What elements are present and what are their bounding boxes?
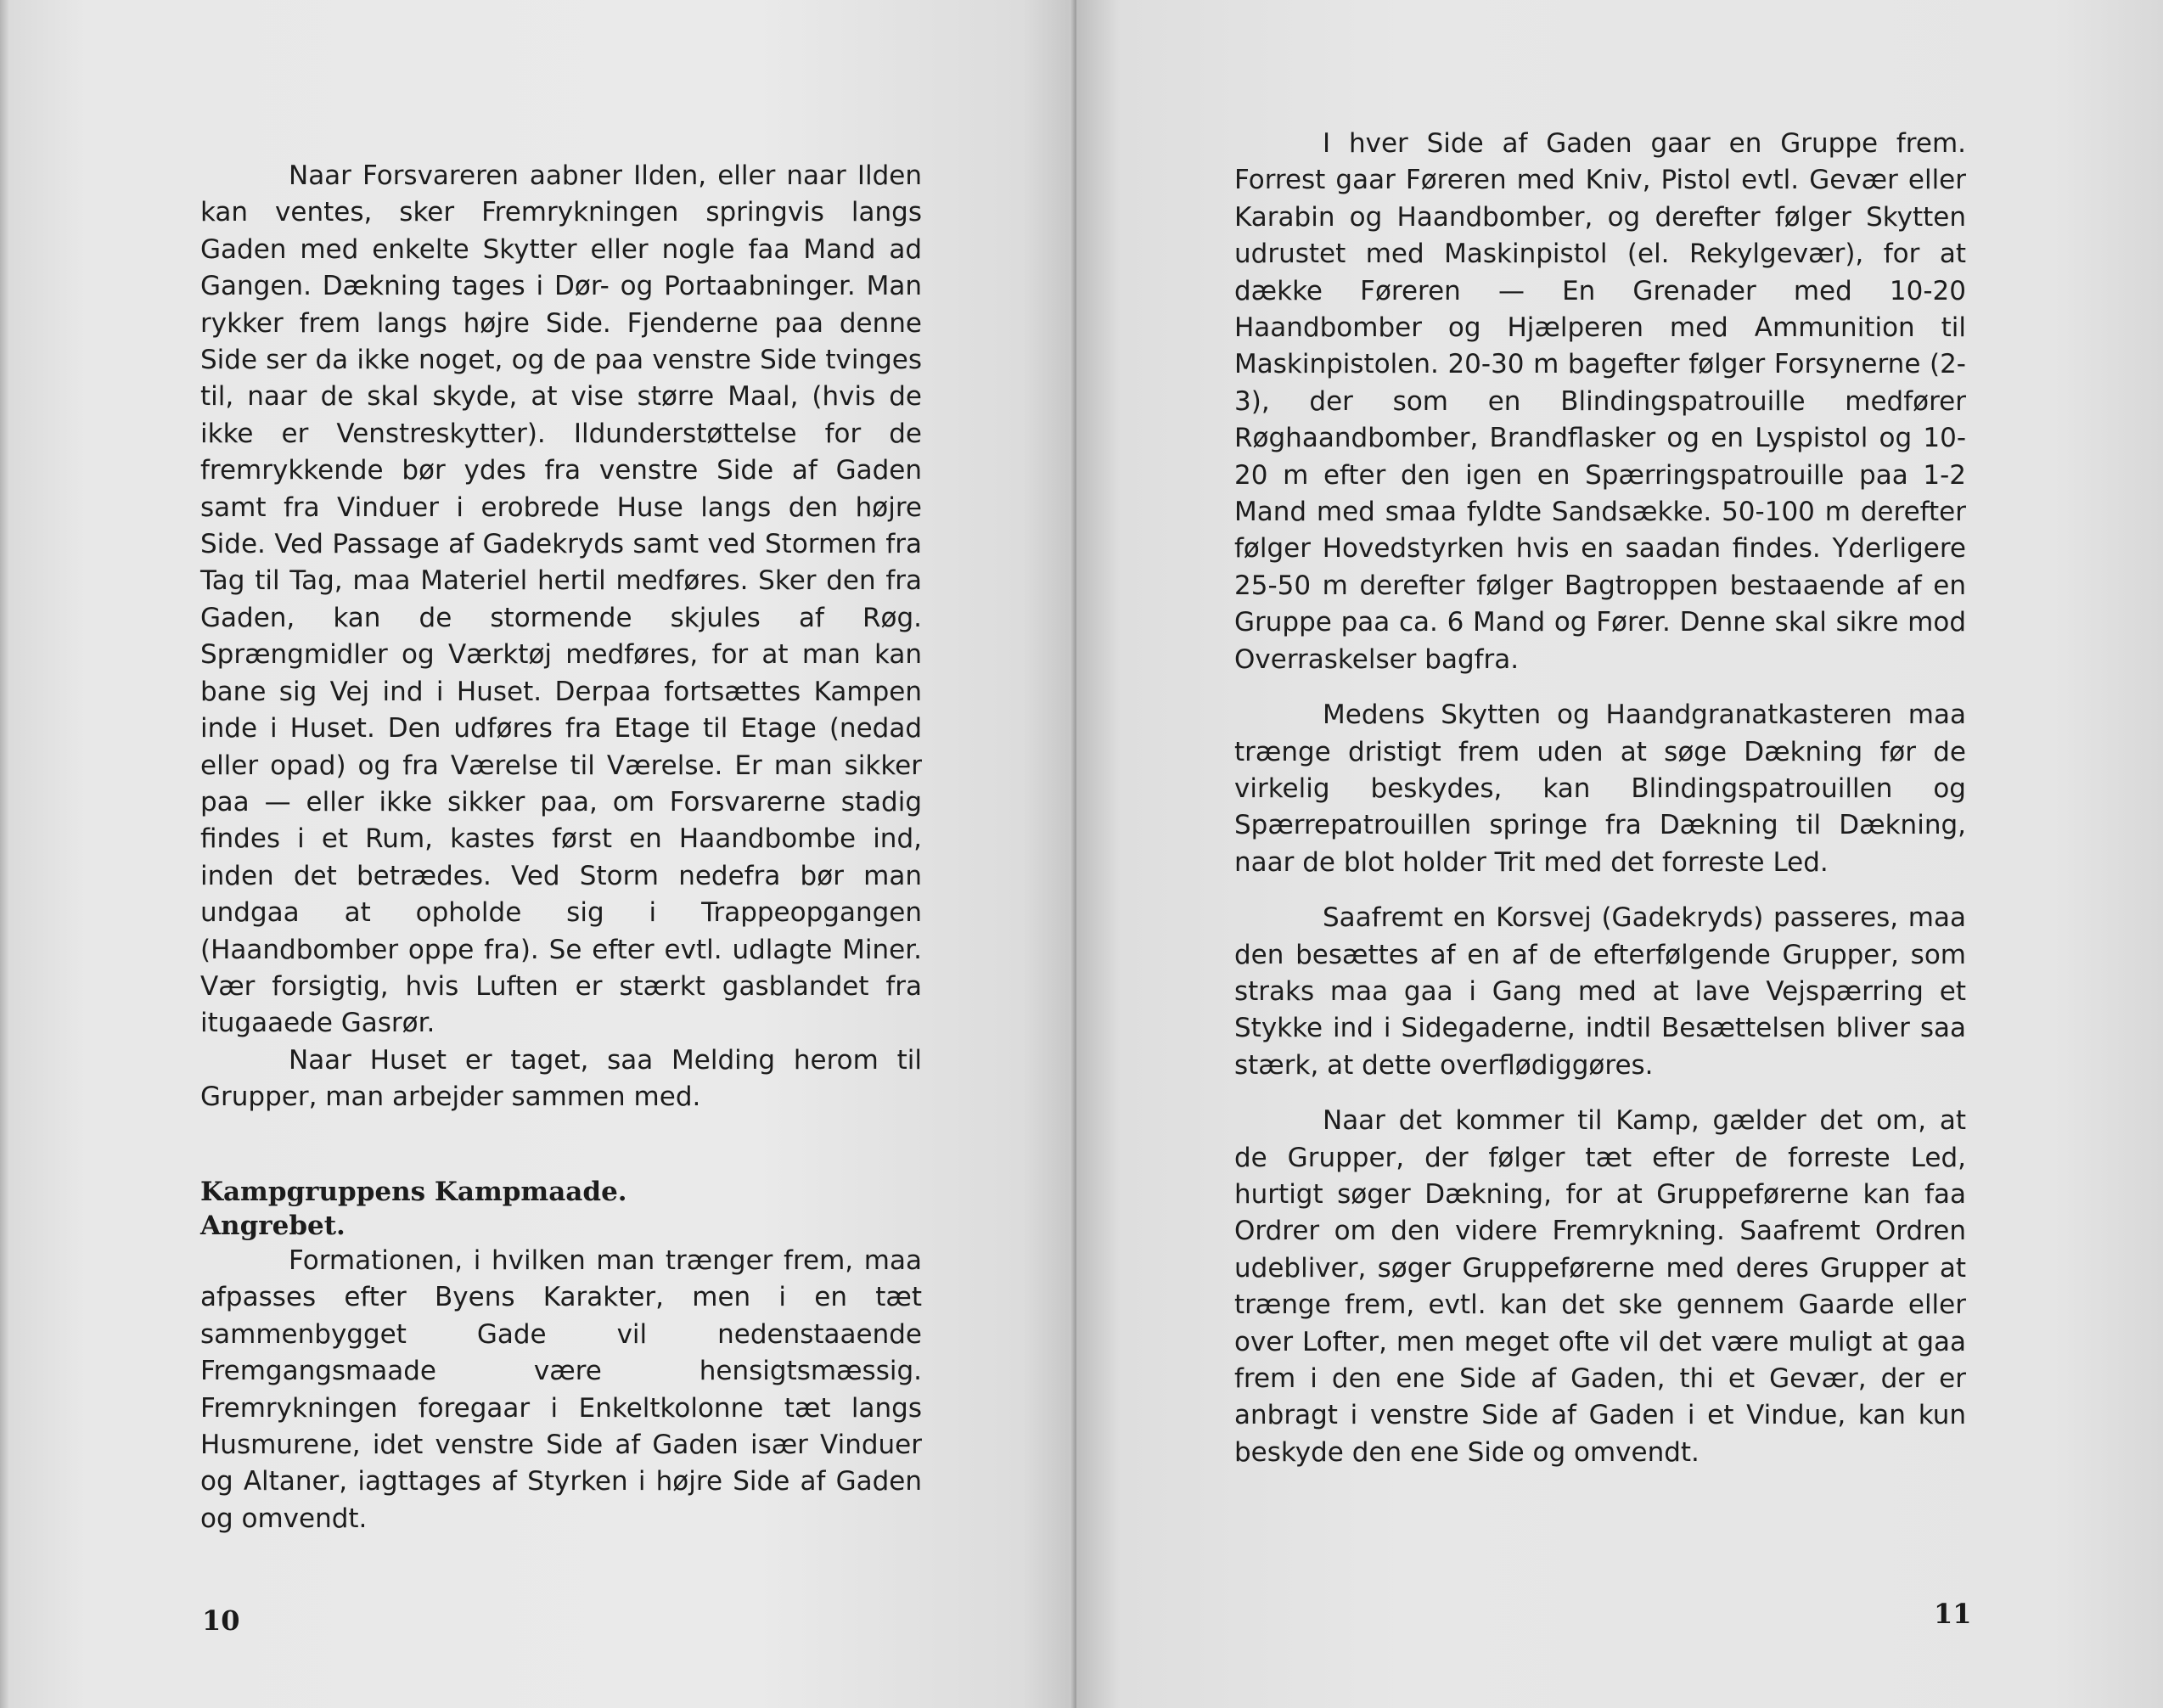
left-page-section	[200, 1175, 922, 1537]
section-heading: Kampgruppens Kampmaade.	[200, 1177, 627, 1207]
left-paragraph-3: Formationen, i hvilken man trænger frem, maa afpasses efter Byens Karakter, men i en tæt sammenbygget Gade vil nedenstaaende Fremgangsmaade være hensigtsmæssig. Fremrykningen foregaar i Enkeltkolonne tæt langs Husmurene, idet venstre Side af Gaden især Vinduer og Altaner, iagttages af Styrken i højre Side af Gaden og omvendt.	[200, 1245, 922, 1534]
right-paragraph-2: Medens Skytten og Haandgranatkasteren maa trænge dristigt frem uden at søge Dækning før de virkelig beskydes, kan Blindingspatrouillen og Spærrepatrouillen springe fra Dækning til Dækning, naar de blot holder Trit med det forreste Led.	[1234, 699, 1966, 878]
page-number-left: 10	[202, 1604, 240, 1637]
right-page	[1076, 0, 2163, 1708]
right-page-body	[1234, 126, 1966, 1471]
right-paragraph-1: I hver Side af Gaden gaar en Gruppe frem. Forrest gaar Føreren med Kniv, Pistol evtl. Gevær eller Karabin og Haandbomber, og derefter følger Skytten udrustet med Maskinpistol (el. Rekylgevær), for at dække Føreren — En Grenader med 10-20 Haandbomber og Hjælperen med Ammunition til Maskinpistolen. 20-30 m bagefter følger Forsynerne (2-3), der som en Blindingspatrouille medfører Røghaandbomber, Brandflasker og en Lyspistol og 10-20 m efter den igen en Spærringspatrouille paa 1-2 Mand med smaa fyldte Sandsække. 50-100 m derefter følger Hovedstyrken hvis en saadan findes. Yderligere 25-50 m derefter følger Bagtroppen bestaaende af en Gruppe paa ca. 6 Mand og Fører. Denne skal sikre mod Overraskelser bagfra.	[1234, 128, 1966, 675]
page-number-right: 11	[1934, 1598, 1972, 1630]
left-paragraph-1: Naar Forsvareren aabner Ilden, eller naar Ilden kan ventes, sker Fremrykningen springvis langs Gaden med enkelte Skytter eller nogle faa Mand ad Gangen. Dækning tages i Dør- og Portaabninger. Man rykker frem langs højre Side. Fjenderne paa denne Side ser da ikke noget, og de paa venstre Side tvinges til, naar de skal skyde, at vise større Maal, (hvis de ikke er Venstreskytter). Ildunderstøttelse for de fremrykkende bør ydes fra venstre Side af Gaden samt fra Vinduer i erobrede Huse langs den højre Side. Ved Passage af Gadekryds samt ved Stormen fra Tag til Tag, maa Materiel hertil medføres. Sker den fra Gaden, kan de stormende skjules af Røg. Sprængmidler og Værktøj medføres, for at man kan bane sig Vej ind i Huset. Derpaa fortsættes Kampen inde i Huset. Den udføres fra Etage til Etage (nedad eller opad) og fra Værelse til Værelse. Er man sikker paa — eller ikke sikker paa, om Forsvarerne stadig findes i et Rum, kastes først en Haandbombe ind, inden det betrædes. Ved Storm nedefra bør man undgaa at opholde sig i Trappeopgangen (Haandbomber oppe fra). Se efter evtl. udlagte Miner. Vær forsigtig, hvis Luften er stærkt gasblandet fra itugaaede Gasrør.	[200, 160, 922, 1039]
left-page	[0, 0, 1076, 1708]
left-page-body	[200, 158, 922, 1116]
page-edge-shadow	[0, 0, 10, 1708]
left-paragraph-2: Naar Huset er taget, saa Melding herom til Grupper, man arbejder sammen med.	[200, 1044, 922, 1113]
subsection-heading: Angrebet.	[200, 1211, 346, 1241]
right-paragraph-4: Naar det kommer til Kamp, gælder det om, at de Grupper, der følger tæt efter de forreste Led, hurtigt søger Dækning, for at Gruppeførerne kan faa Ordrer om den videre Fremrykning. Saafremt Ordren udebliver, søger Gruppeførerne med deres Grupper at trænge frem, evtl. kan det ske gennem Gaarde eller over Lofter, men meget ofte vil det være muligt at gaa frem i den ene Side af Gaden, thi et Gevær, der er anbragt i venstre Side af Gaden i et Vindue, kan kun beskyde den ene Side og omvendt.	[1234, 1105, 1966, 1468]
right-paragraph-3: Saafremt en Korsvej (Gadekryds) passeres, maa den besættes af en af de efterfølgende Grupper, som straks maa gaa i Gang med at lave Vejspærring et Stykke ind i Sidegaderne, indtil Besættelsen bliver saa stærk, at dette overflødiggøres.	[1234, 902, 1966, 1081]
